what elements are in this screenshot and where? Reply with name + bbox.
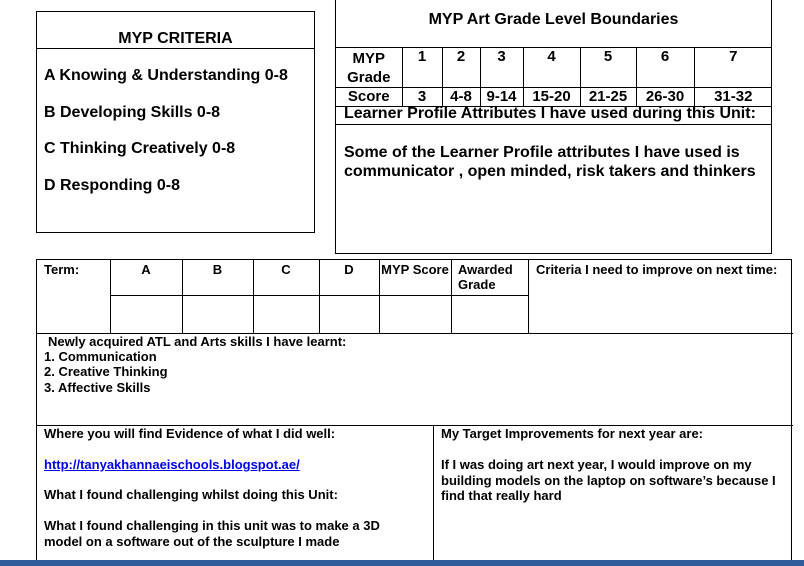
grade-row <box>336 48 772 88</box>
score-cell: 9-14 <box>480 88 523 107</box>
atl-item: 3. Affective Skills <box>44 380 151 395</box>
grade-cell: 2 <box>442 48 480 88</box>
column-divider <box>451 260 452 333</box>
atl-title: Newly acquired ATL and Arts skills I have learnt: <box>48 334 347 349</box>
score-cell: 31-32 <box>694 88 772 107</box>
atl-item: 2. Creative Thinking <box>44 364 168 379</box>
atl-item: 1. Communication <box>44 349 157 364</box>
criteria-item-d: D Responding 0-8 <box>44 177 181 194</box>
learner-profile-title: Learner Profile Attributes I have used during this Unit: <box>344 105 756 122</box>
grade-boundaries-box <box>335 0 772 254</box>
score-cell: 21-25 <box>580 88 636 107</box>
criterion-c-header: C <box>281 262 291 277</box>
awarded-grade-header: Awarded Grade <box>458 262 513 292</box>
challenge-title: What I found challenging whilst doing this Unit: <box>44 487 338 502</box>
myp-score-header: MYP Score <box>381 262 449 277</box>
criterion-d-header: D <box>344 262 354 277</box>
grade-cell: 4 <box>523 48 580 88</box>
row-divider <box>110 295 528 296</box>
criterion-b-header: B <box>212 262 223 277</box>
grade-cell: 3 <box>480 48 523 88</box>
grade-cell: 6 <box>636 48 694 88</box>
challenge-text: What I found challenging in this unit was to make a 3D model on a software out of the sculpture I made <box>44 518 380 549</box>
targets-text: If I was doing art next year, I would improve on my building models on the laptop on software’s because I find that really hard <box>441 457 776 503</box>
grade-cell: 5 <box>580 48 636 88</box>
reflection-table <box>36 259 792 561</box>
score-cell: 4-8 <box>442 88 480 107</box>
boundaries-table <box>336 47 772 107</box>
criteria-title: MYP CRITERIA <box>118 30 233 47</box>
learner-profile-divider <box>336 124 771 125</box>
score-row <box>336 88 772 107</box>
score-row-label: Score <box>336 88 402 107</box>
criteria-item-c: C Thinking Creatively 0-8 <box>44 140 236 157</box>
blog-link[interactable]: http://tanyakhannaeischools.blogspot.ae/ <box>44 457 300 472</box>
score-cell: 26-30 <box>636 88 694 107</box>
criteria-item-a: A Knowing & Understanding 0-8 <box>44 67 288 84</box>
evidence-title: Where you will find Evidence of what I did well: <box>44 426 336 441</box>
term-label: Term: <box>44 262 80 277</box>
targets-title: My Target Improvements for next year are: <box>441 426 704 441</box>
boundaries-title: MYP Art Grade Level Boundaries <box>428 11 679 28</box>
improve-criteria-header: Criteria I need to improve on next time: <box>536 262 778 277</box>
column-divider <box>433 425 434 562</box>
grade-row-label: MYP Grade <box>336 48 402 88</box>
criteria-item-b: B Developing Skills 0-8 <box>44 104 221 121</box>
criteria-divider <box>37 48 314 49</box>
grade-cell: 1 <box>402 48 442 88</box>
learner-profile-text: Some of the Learner Profile attributes I have used is communicator , open minded, risk takers and thinkers <box>344 144 756 180</box>
score-cell: 3 <box>402 88 442 107</box>
score-cell: 15-20 <box>523 88 580 107</box>
footer-bar <box>0 560 804 566</box>
column-divider <box>528 260 529 333</box>
criteria-box <box>36 11 315 233</box>
grade-cell: 7 <box>694 48 772 88</box>
criterion-a-header: A <box>141 262 151 277</box>
